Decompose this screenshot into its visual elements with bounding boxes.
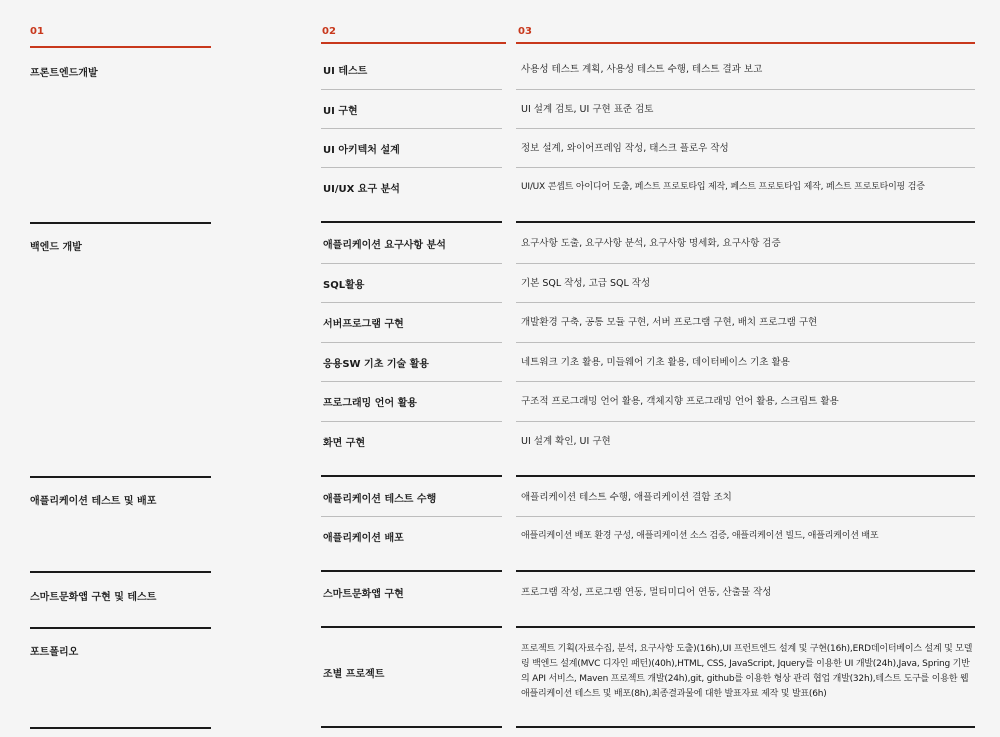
subject-description: 사용성 테스트 계획, 사용성 테스트 수행, 테스트 결과 보고 (521, 64, 763, 75)
column-number-03: 03 (518, 26, 532, 37)
subject-name: UI 아키텍처 설계 (323, 144, 400, 156)
subject-description: 정보 설계, 와이어프레임 작성, 태스크 플로우 작성 (521, 142, 729, 154)
category-portfolio: 포트폴리오 (30, 647, 79, 658)
category-divider (30, 627, 211, 629)
table-row (321, 50, 975, 89)
table-row (321, 343, 975, 381)
subject-description: 네트워크 기초 활용, 미들웨어 기초 활용, 데이터베이스 기초 활용 (521, 356, 790, 368)
table-row (321, 129, 975, 167)
subject-description: 개발환경 구축, 공통 모듈 구현, 서버 프로그램 구현, 배치 프로그램 구현 (521, 317, 818, 328)
section-divider (516, 726, 975, 728)
table-row (321, 224, 975, 263)
subject-description: UI 설계 확인, UI 구현 (521, 436, 611, 447)
subject-description: 요구사항 도출, 요구사항 분석, 요구사항 명세화, 요구사항 검증 (521, 238, 781, 249)
table-row (321, 517, 975, 556)
table-row (321, 90, 975, 128)
subject-name: 프로그래밍 언어 활용 (323, 398, 417, 409)
section-divider (516, 475, 975, 477)
table-row (321, 422, 975, 461)
subject-name: 애플리케이션 테스트 수행 (323, 493, 437, 505)
column-header-line (30, 46, 211, 48)
table-row (321, 264, 975, 302)
table-row (321, 303, 975, 342)
table-row (321, 478, 975, 516)
subject-name: UI 구현 (323, 105, 358, 117)
section-divider (321, 221, 502, 223)
section-divider (516, 221, 975, 223)
category-backend: 백엔드 개발 (30, 242, 82, 253)
column-number-01: 01 (30, 26, 44, 37)
section-divider (321, 475, 502, 477)
category-divider (30, 476, 211, 478)
subject-name: 화면 구현 (323, 438, 366, 449)
subject-description: 프로젝트 기획(자료수집, 분석, 요구사항 도출)(16h),UI 프런트엔드 설계 및 구현(16h),ERD데이터베이스 설계 및 모델링 백엔드 설계(MVC 디자인 패턴)(40h),HTML, CSS, JavaScript, Jquery를 이용한 UI 개발(24h),Java, Spring 기반의 API 서비스, Maven 프로젝트 개발(24h),git, github를 이용한 형상 관리 협업 개발(32h),테스트 도구를 이용한 웹 애플리케이션 테스트 및 배포(8h),최종결과물에 대한 발표자료 제작 및 발표(6h) (521, 644, 973, 699)
subject-name: 서버프로그램 구현 (323, 319, 404, 330)
category-divider (30, 571, 211, 573)
section-divider (321, 626, 502, 628)
subject-name: UI/UX 요구 분석 (323, 184, 400, 195)
section-divider (516, 570, 975, 572)
category-divider (30, 727, 211, 729)
section-divider (321, 726, 502, 728)
table-row (321, 168, 975, 207)
subject-name: 애플리케이션 요구사항 분석 (323, 240, 446, 251)
section-divider (516, 626, 975, 628)
subject-description: UI 설계 검토, UI 구현 표준 검토 (521, 103, 654, 115)
subject-description: 기본 SQL 작성, 고급 SQL 작성 (521, 277, 651, 289)
subject-description: 애플리케이션 배포 환경 구성, 애플리케이션 소스 검증, 애플리케이션 빌드, 애플리케이션 배포 (521, 531, 879, 541)
subject-name: 응용SW 기초 기술 활용 (323, 358, 429, 370)
subject-description: 구조적 프로그래밍 언어 활용, 객체지향 프로그래밍 언어 활용, 스크립트 활용 (521, 396, 839, 407)
subject-name: SQL활용 (323, 279, 365, 291)
subject-name: 스마트문화앱 구현 (323, 589, 404, 600)
section-divider (321, 570, 502, 572)
column-header-line (321, 42, 506, 44)
category-divider (30, 222, 211, 224)
subject-name: 애플리케이션 배포 (323, 533, 404, 544)
subject-description: UI/UX 콘셉트 아이디어 도출, 페스트 프로토타입 제작, 페스트 프로토타입 제작, 페스트 프로토타이핑 검증 (521, 182, 925, 192)
subject-description: 프로그램 작성, 프로그램 연동, 멀티미디어 연동, 산출물 작성 (521, 587, 772, 598)
table-row (321, 632, 975, 712)
column-header-line (516, 42, 975, 44)
column-number-02: 02 (322, 26, 336, 37)
subject-name: 조별 프로젝트 (323, 668, 385, 680)
category-smart-app: 스마트문화앱 구현 및 테스트 (30, 592, 157, 603)
subject-description: 애플리케이션 테스트 수행, 애플리케이션 결함 조치 (521, 491, 732, 503)
table-row (321, 382, 975, 421)
table-row (321, 573, 975, 612)
category-app-test-deploy: 애플리케이션 테스트 및 배포 (30, 496, 157, 507)
subject-name: UI 테스트 (323, 66, 368, 77)
category-frontend: 프론트엔드개발 (30, 68, 98, 79)
